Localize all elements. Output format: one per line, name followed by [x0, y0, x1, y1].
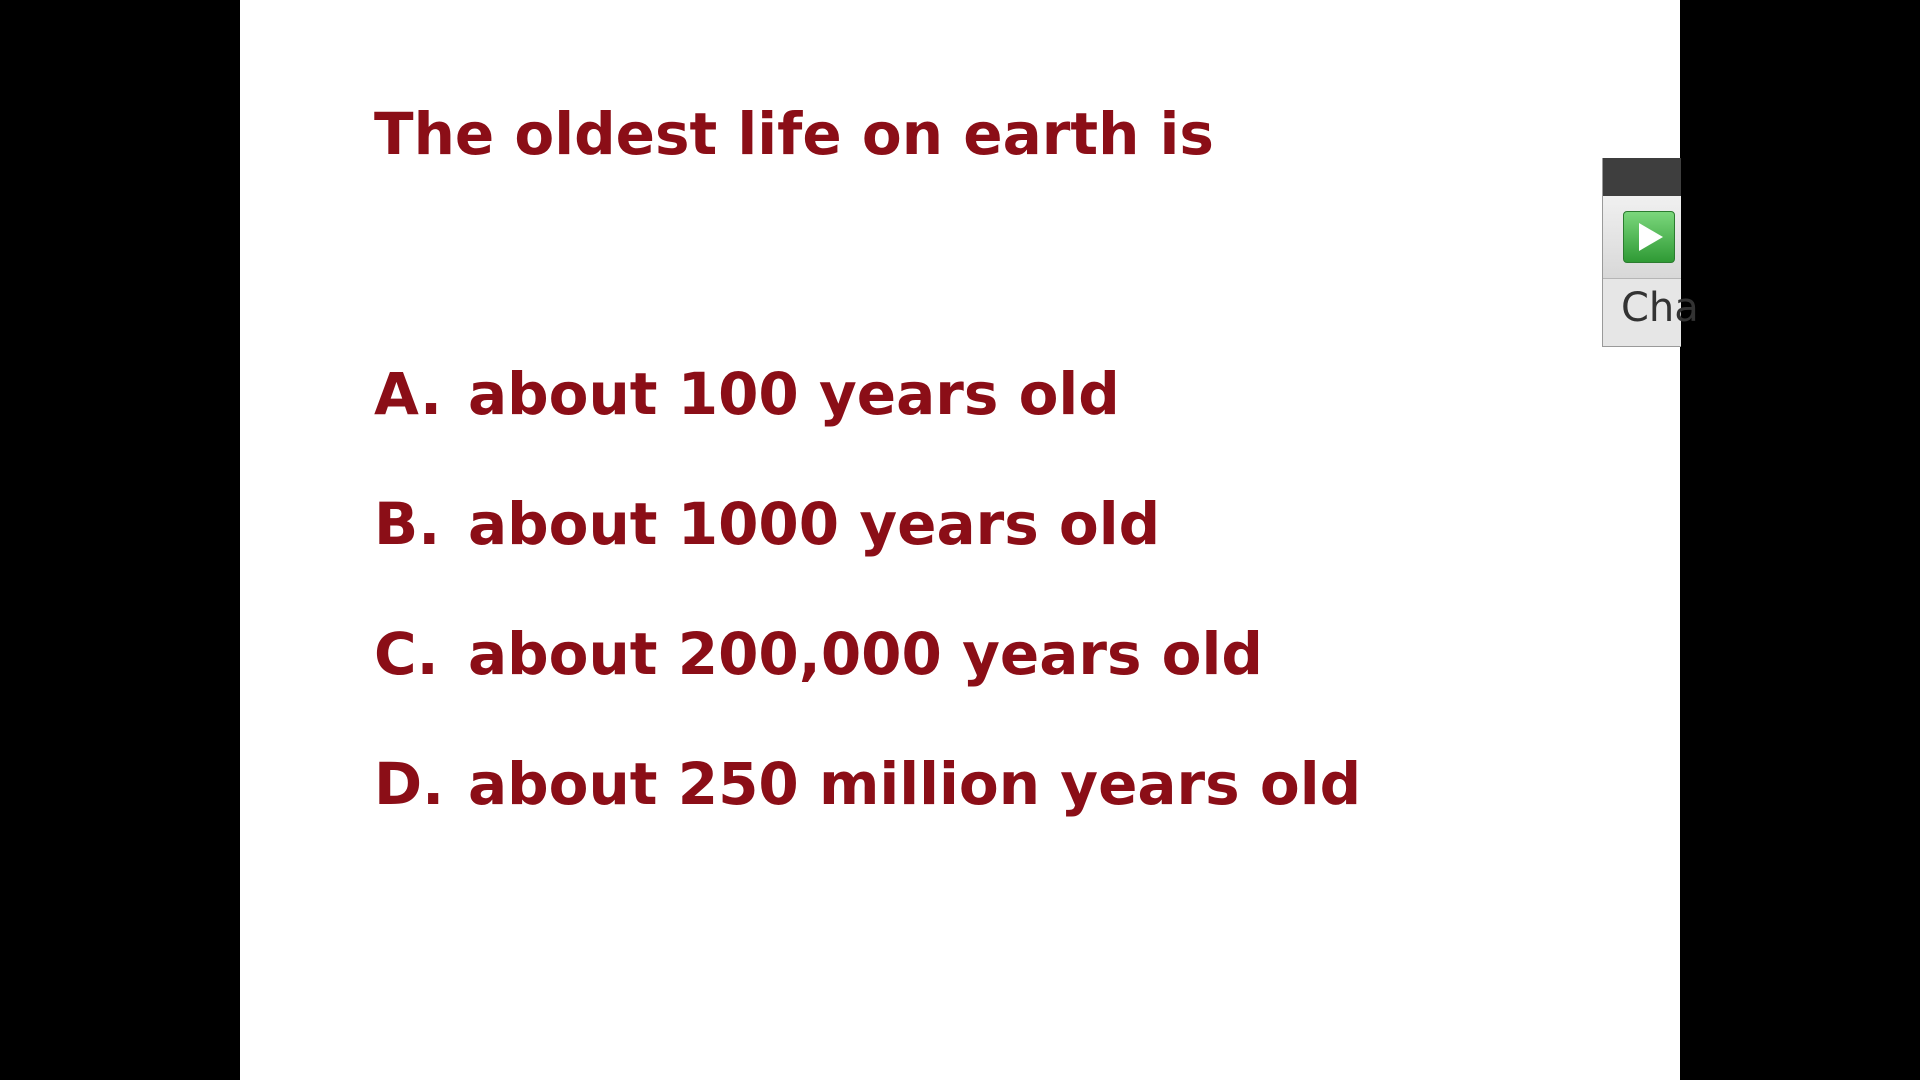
option-letter: B.	[374, 490, 441, 558]
option-a	[374, 360, 1361, 490]
option-letter: C.	[374, 620, 439, 688]
option-text: about 250 million years old	[468, 750, 1362, 818]
side-widget	[1602, 158, 1699, 347]
option-letter: A.	[374, 360, 442, 428]
option-text: about 200,000 years old	[468, 620, 1263, 688]
widget-label[interactable]: Cha	[1621, 285, 1699, 331]
play-button[interactable]	[1603, 196, 1681, 279]
play-icon	[1623, 211, 1675, 263]
option-d	[374, 750, 1361, 880]
option-letter: D.	[374, 750, 445, 818]
option-c	[374, 620, 1361, 750]
option-text: about 1000 years old	[468, 490, 1161, 558]
slide	[240, 0, 1699, 1080]
option-text: about 100 years old	[468, 360, 1120, 428]
answer-options	[374, 360, 1361, 880]
option-b	[374, 490, 1361, 620]
widget-header	[1603, 158, 1681, 196]
question-text: The oldest life on earth is	[374, 100, 1214, 168]
